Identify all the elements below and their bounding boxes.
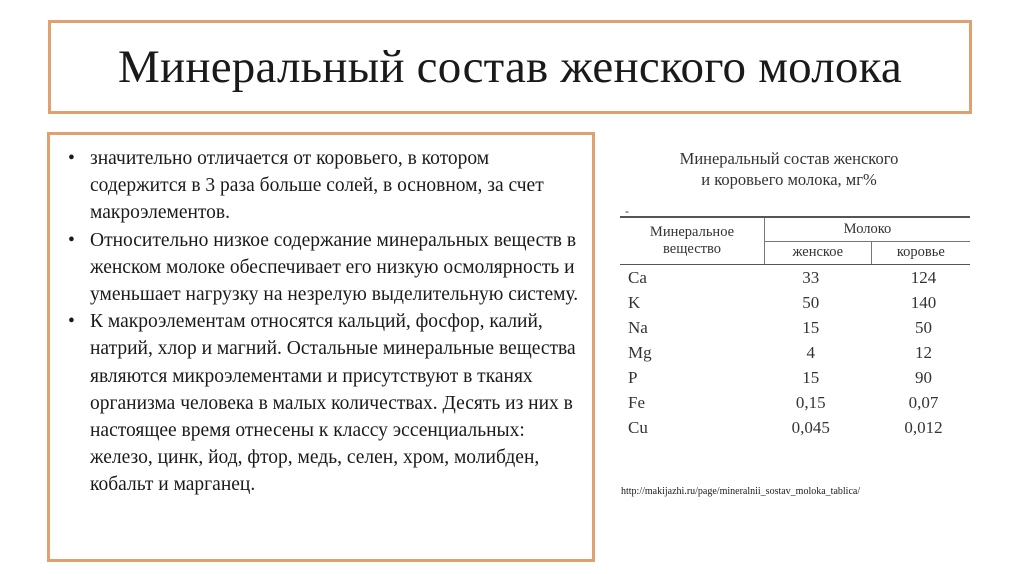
table-row [620,415,970,440]
cell-female: 15 [802,317,820,337]
bullet-text: значительно отличается от коровьего, в котором содержится в 3 раза больше солей, в основном, за счет макроэлементов. [90,148,544,224]
cell-mineral: Mg [628,342,652,362]
bullet-marker: • [68,148,75,169]
cell-mineral: Cu [628,417,648,437]
cell-cow: 0,07 [908,392,939,412]
table-caption [606,148,972,190]
slide-title: Минеральный состав женского молока [118,41,902,93]
bullet-marker: • [68,311,75,333]
cell-female: 33 [802,267,820,287]
table-row [620,315,970,340]
bullet-item-3 [68,308,580,498]
table-row [620,365,970,390]
cell-female: 50 [802,292,820,312]
mineral-table [620,216,970,440]
cell-mineral: Na [628,317,648,337]
table-row [620,265,970,291]
cell-mineral: Fe [628,392,645,412]
header-mineral: Минеральное вещество [620,217,765,265]
mineral-table-image [612,148,972,448]
bullet-text: К макроэлементам относятся кальций, фосфор, калий, натрий, хлор и магний. Остальные минеральные вещества являются микроэлементами и присутствуют в тканях организма человека в малых количествах. Десять из них в настоящее время отнесены к классу эссенциальных: железо, цинк, йод, фтор, медь, селен, хром, молибден, кобальт и марганец. [90,311,576,496]
bullet-item-1 [68,145,580,227]
table-body [620,265,970,441]
title-frame [48,20,972,114]
cell-cow: 0,012 [904,417,943,437]
bullet-marker: • [68,229,75,251]
header-cow: коровье [871,241,970,264]
cell-mineral: K [628,292,641,312]
bullet-item-2 [68,227,580,309]
cell-cow: 12 [915,342,933,362]
header-milk: Молоко [765,217,971,241]
bullet-list [68,145,580,499]
table-row [620,340,970,365]
cell-female: 0,15 [795,392,826,412]
cell-mineral: Ca [628,267,647,287]
table-caption-line-2: и коровьего молока, мг% [701,170,877,189]
header-female: женское [765,241,872,264]
cell-cow: 50 [915,317,933,337]
cell-mineral: P [628,367,638,387]
table-row [620,390,970,415]
source-url: http://makijazhi.ru/page/mineralnii_sostav_moloka_tablica/ [621,486,861,497]
bullet-text: Относительно низкое содержание минеральных веществ в женском молоке обеспечивает его низкую осмолярность и уменьшает нагрузку на незрелую выделительную систему. [90,229,579,306]
cell-female: 0,045 [791,417,830,437]
cell-female: 4 [806,342,816,362]
table-row [620,290,970,315]
cell-cow: 140 [910,292,937,312]
cell-cow: 90 [915,367,933,387]
table-caption-line-1: Минеральный состав женского [679,149,899,168]
cell-cow: 124 [910,267,937,287]
bullet-text-frame [47,132,595,562]
table-dash-mark: - [625,204,629,218]
cell-female: 15 [802,367,820,387]
